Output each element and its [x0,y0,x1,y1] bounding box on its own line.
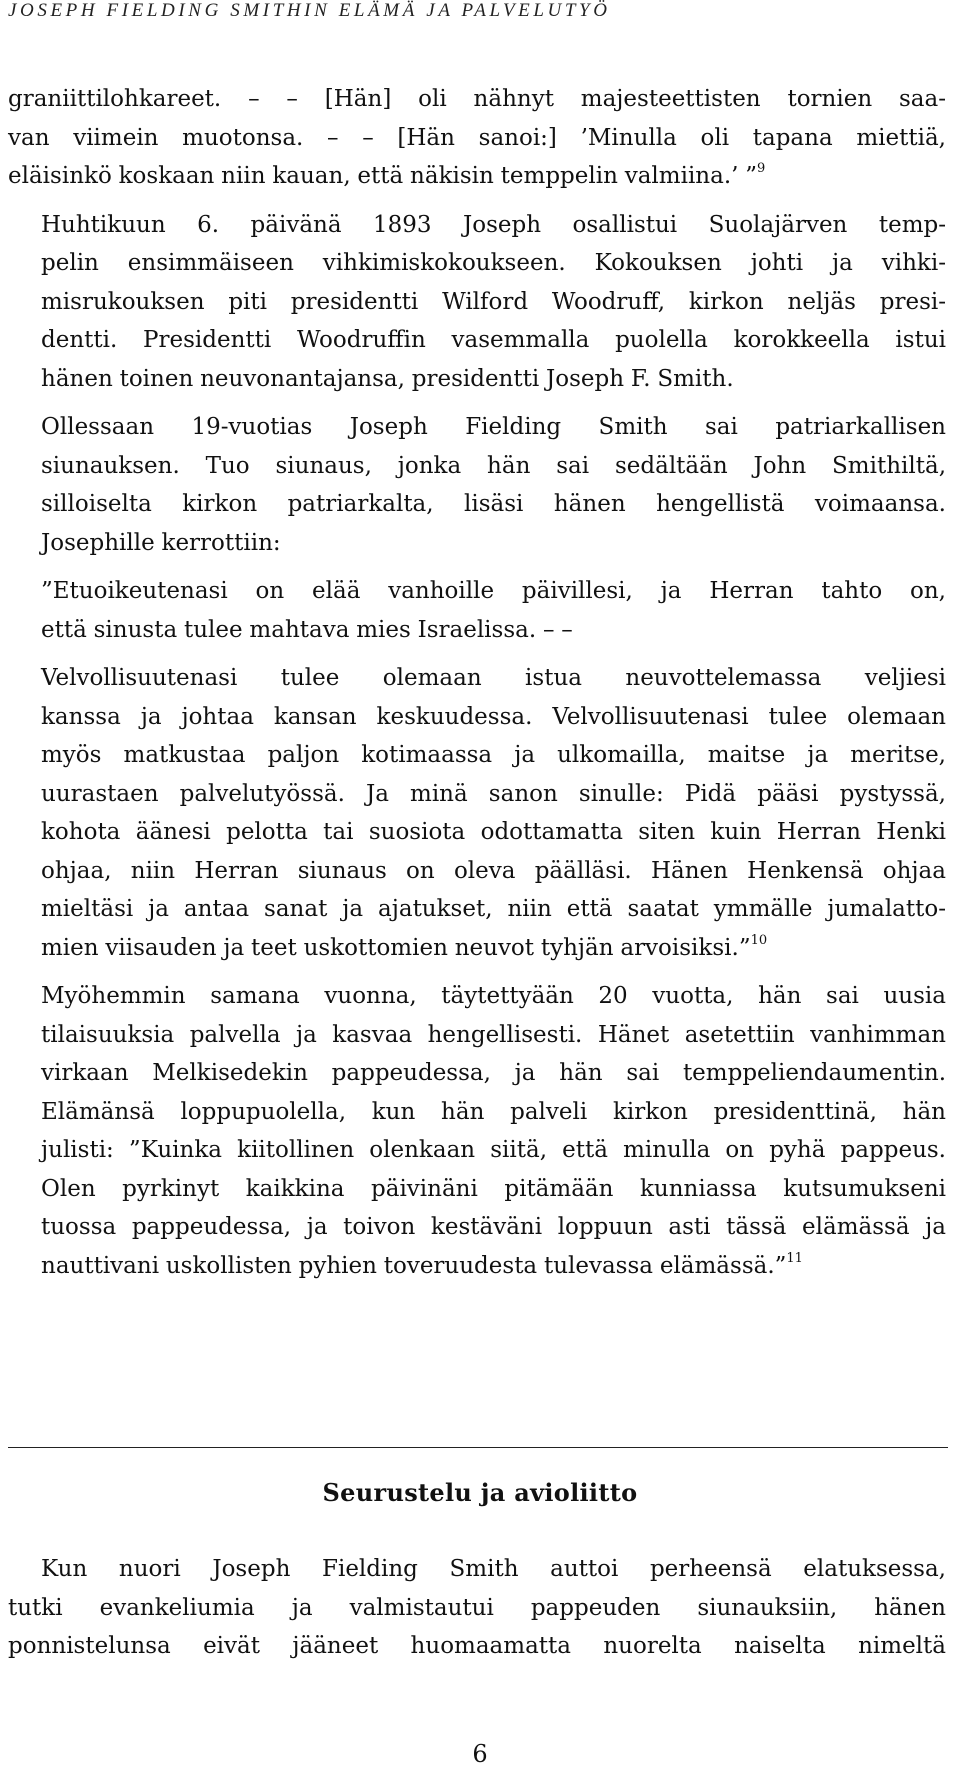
text-line: kohota äänesi pelotta tai suosiota odottamatta siten kuin Herran Henki [41,819,946,845]
text-line [8,929,946,968]
page-number: 6 [472,1740,488,1768]
footnote-ref[interactable]: 10 [750,932,768,948]
text-line: tutki evankeliumia ja valmistautui pappeuden siunauksiin, hänen [8,1594,946,1621]
text-line: ”Etuoikeutenasi on elää vanhoille päivillesi, ja Herran tahto on, [41,578,946,604]
text-line: siunauksen. Tuo siunaus, jonka hän sai sedältään John Smithiltä, [41,452,946,479]
text-line: dentti. Presidentti Woodruffin vasemmalla puolella korokkeella istui [41,327,946,353]
text-line: tuossa pappeudessa, ja toivon kestäväni loppuun asti tässä elämässä ja [41,1214,946,1240]
text-line: Josephille kerrottiin: [41,529,281,556]
courtship-paragraph [8,1550,946,1666]
text-line: mieltäsi ja antaa sanat ja ajatukset, niin että saatat ymmälle jumalatto- [41,896,946,922]
text-line: että sinusta tulee mahtava mies Israelissa. – – [41,616,573,643]
text-line: pelin ensimmäiseen vihkimiskokoukseen. Kokouksen johti ja vihki- [41,250,946,276]
text-line [8,1247,946,1286]
text-line-content: eläisinkö koskaan niin kauan, että näkisin temppelin valmiina.’ ” [8,163,758,189]
text-line: uurastaen palvelutyössä. Ja minä sanon sinulle: Pidä pääsi pystyssä, [41,780,946,807]
text-line: julisti: ”Kuinka kiitollinen olenkaan siitä, että minulla on pyhä pappeus. [41,1137,946,1163]
text-line: silloiselta kirkon patriarkalta, lisäsi hänen hengellistä voimaansa. [41,491,946,517]
text-line: Olen pyrkinyt kaikkina päivinäni pitämään kunniassa kutsumukseni [41,1175,946,1202]
text-line: misrukouksen piti presidentti Wilford Woodruff, kirkon neljäs presi- [41,288,946,315]
text-line: kanssa ja johtaa kansan keskuudessa. Velvollisuutenasi tulee olemaan [41,703,946,730]
text-line-content: mien viisauden ja teet uskottomien neuvot tyhjän arvoisiksi.” [41,934,751,961]
text-line: graniittilohkareet. – – [Hän] oli nähnyt majesteettisten tornien saa- [8,86,946,112]
dedication-paragraph [8,206,946,399]
text-line-content: nauttivani uskollisten pyhien toveruudesta tulevassa elämässä.” [41,1252,787,1279]
text-line: Velvollisuutenasi tulee olemaan istua neuvottelemassa veljiesi [41,665,946,691]
footnote-ref[interactable]: 11 [786,1250,803,1266]
section-body [8,1550,946,1666]
text-line [8,157,946,196]
text-line: Huhtikuun 6. päivänä 1893 Joseph osallistui Suolajärven temp- [41,211,946,238]
blessing-quote-2 [8,659,946,967]
section-heading: Seurustelu ja avioliitto [322,1478,638,1507]
text-line: Kun nuori Joseph Fielding Smith auttoi perheensä elatuksessa, [41,1556,946,1582]
section-divider [8,1447,948,1448]
blessing-quote-1 [8,572,946,649]
text-line: van viimein muotonsa. – – [Hän sanoi:] ’Minulla oli tapana miettiä, [8,124,946,151]
continuation-paragraph [8,80,946,196]
text-line: Myöhemmin samana vuonna, täytettyään 20 vuotta, hän sai uusia [41,983,946,1009]
running-head: JOSEPH FIELDING SMITHIN ELÄMÄ JA PALVELUTYÖ [8,0,611,21]
text-line: tilaisuuksia palvella ja kasvaa hengellisesti. Hänet asetettiin vanhimman [41,1021,946,1048]
body-text [8,80,946,1285]
text-line: hänen toinen neuvonantajansa, presidentti Joseph F. Smith. [41,365,734,392]
text-line: ponnistelunsa eivät jääneet huomaamatta nuorelta naiselta nimeltä [8,1633,946,1659]
text-line: myös matkustaa paljon kotimaassa ja ulkomailla, maitse ja meritse, [41,742,946,768]
text-line: ohjaa, niin Herran siunaus on oleva päälläsi. Hänen Henkensä ohjaa [41,857,946,884]
footnote-ref[interactable]: 9 [757,161,766,176]
text-line: Elämänsä loppupuolella, kun hän palveli kirkon presidenttinä, hän [41,1098,946,1125]
priesthood-paragraph [8,977,946,1285]
text-line: Ollessaan 19-vuotias Joseph Fielding Smith sai patriarkallisen [41,414,946,440]
blessing-paragraph [8,408,946,562]
text-line: virkaan Melkisedekin pappeudessa, ja hän sai temppeliendaumentin. [41,1060,946,1086]
